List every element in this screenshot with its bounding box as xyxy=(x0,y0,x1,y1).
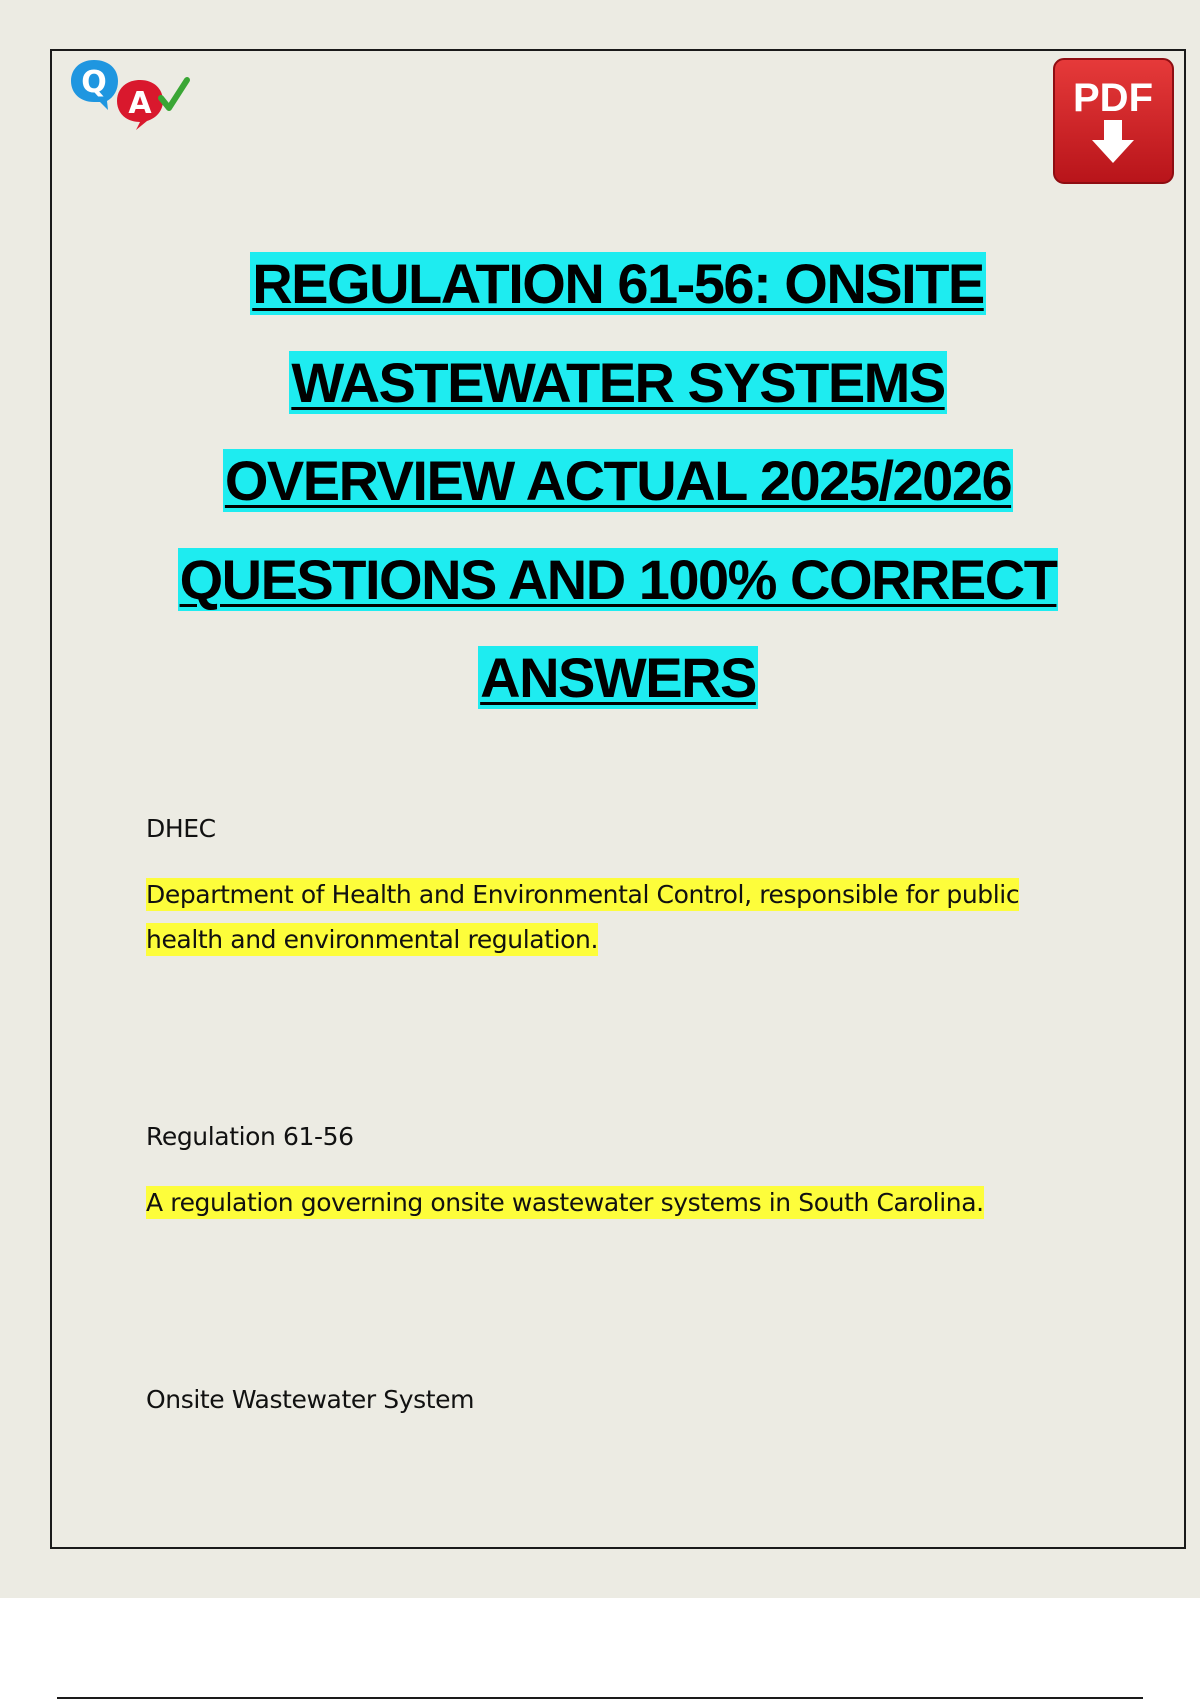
answer-definition: A regulation governing onsite wastewater systems in South Carolina. xyxy=(146,1188,984,1217)
answer-definition: Department of Health and Environmental Control, responsible for public health and environmental regulation. xyxy=(146,880,1020,954)
title-line: QUESTIONS AND 100% CORRECT xyxy=(179,547,1057,611)
title-line: WASTEWATER SYSTEMS xyxy=(291,350,945,414)
logo-q-letter: Q xyxy=(81,65,107,100)
question-term: DHEC xyxy=(146,814,216,843)
title-line: OVERVIEW ACTUAL 2025/2026 xyxy=(224,449,1012,512)
page-divider xyxy=(57,1697,1143,1699)
check-icon xyxy=(161,80,187,108)
title-line: ANSWERS xyxy=(480,646,756,709)
document-title xyxy=(60,235,1176,728)
question-term: Onsite Wastewater System xyxy=(146,1385,475,1414)
question-term: Regulation 61-56 xyxy=(146,1122,354,1151)
qa-item-onsite-wastewater-system xyxy=(146,1383,474,1417)
title-line: REGULATION 61-56: ONSITE xyxy=(252,252,984,315)
qa-item-dhec xyxy=(146,812,1046,962)
qa-logo-icon xyxy=(68,56,193,131)
pdf-download-icon xyxy=(1051,56,1176,186)
qa-item-regulation-61-56 xyxy=(146,1120,1046,1225)
pdf-label: PDF xyxy=(1073,76,1153,120)
logo-a-letter: A xyxy=(128,86,152,121)
